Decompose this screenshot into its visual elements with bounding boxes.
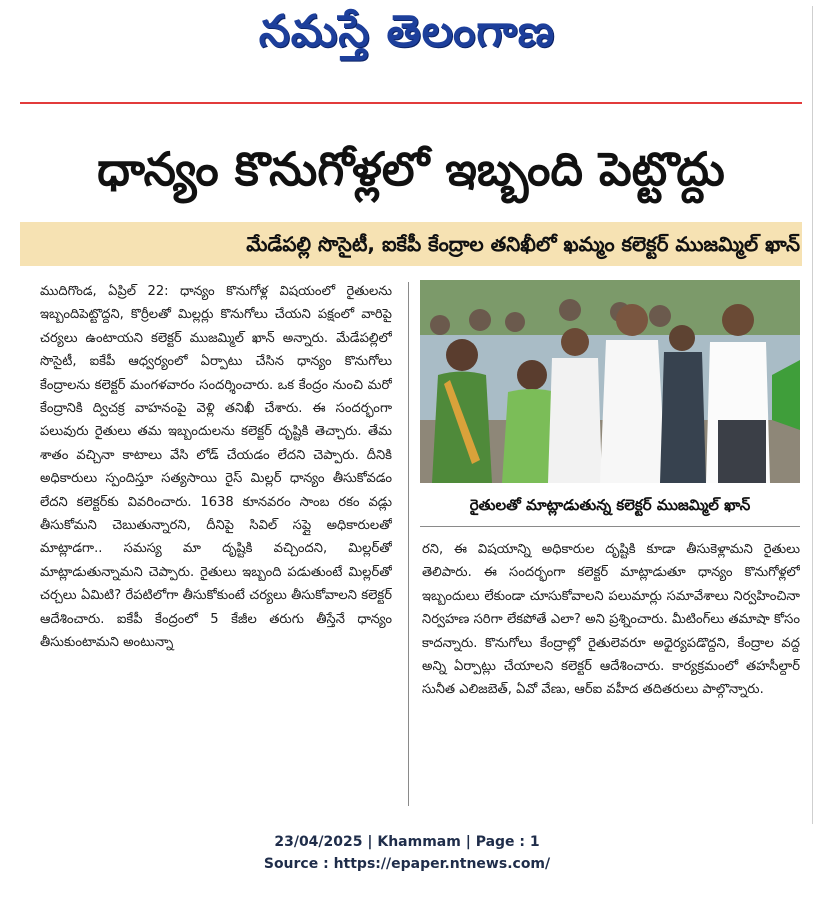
- masthead-rule: [20, 102, 802, 104]
- masthead-logo: నమస్తే తెలంగాణ: [258, 6, 556, 57]
- article-headline: ధాన్యం కొనుగోళ్లలో ఇబ్బంది పెట్టొద్దు: [97, 142, 725, 196]
- footer-dateline: 23/04/2025 | Khammam | Page : 1: [274, 834, 540, 850]
- photo-caption: రైతులతో మాట్లాడుతున్న కలెక్టర్ ముజమ్మిల్ ఖాన్: [469, 496, 751, 514]
- column-divider: [408, 282, 409, 806]
- article-subheadline: మేడేపల్లి సొసైటీ, ఐకేపీ కేంద్రాల తనిఖీలో ఖమ్మం కలెక్టర్ ముజమ్మిల్ ఖాన్: [246, 232, 800, 256]
- article-photo: [420, 280, 800, 483]
- article-body-right: రని, ఈ విషయాన్ని అధికారుల దృష్టికి కూడా తీసుకెళ్లామని రైతులు తెలిపారు. ఈ సందర్భంగా కలెక్టర్ మాట్లాడుతూ ధాన్యం కొనుగోళ్లలో ఇబ్బందులు లేకుండా చూసుకోవాలని పలుమార్లు సమావేశాలు నిర్వహించినా నిర్వహణ సరిగా లేకపోతే ఎలా? అని ప్రశ్నించారు. మీటింగ్‌లు తమాషా కోసం కాదన్నారు. కొనుగోలు కేంద్రాల్లో రైతులెవరూ అధైర్యపడొద్దని, కేంద్రాల వద్ద అన్ని ఏర్పాట్లు చేయాలని కలెక్టర్ ఆదేశించారు. కార్యక్రమంలో తహసీల్దార్ సునీత ఎలిజబెత్, ఏవో వేణు, ఆర్ఐ వహీద తదితరులు పాల్గొన్నారు.: [422, 542, 800, 698]
- caption-rule: [420, 526, 800, 527]
- article-body-left: ముదిగొండ, ఏప్రిల్ 22: ధాన్యం కొనుగోళ్ల విషయంలో రైతులను ఇబ్బందిపెట్టొద్దని, కొర్రీలతో మిల్లర్లు కొనుగోలు చేయని పక్షంలో వారిపై చర్యలు ఉంటాయని కలెక్టర్ ముజమ్మిల్ ఖాన్ అన్నారు. మేడేపల్లిలో సొసైటీ, ఐకేపీ ఆధ్వర్యంలో ఏర్పాటు చేసిన ధాన్యం కొనుగోలు కేంద్రాలను కలెక్టర్ మంగళవారం సందర్శించారు. ఒక కేంద్రం నుంచి మరో కేంద్రానికి ద్విచక్ర వాహనంపై వెళ్లి తనిఖీ చేశారు. ఈ సందర్భంగా పలువురు రైతులు తమ ఇబ్బందులను కలెక్టర్ దృష్టికి తెచ్చారు. తేమ శాతం వచ్చినా కాటాలు వేసి లోడ్ చేయడం లేదని చెప్పారు. దీనికి అధికారులు స్పందిస్తూ సత్యసాయి రైస్ మిల్లర్ ధాన్యం తీసుకోవడం లేదని కలెక్టర్‌కు వివరించారు. 1638 కూనవరం సాంబ రకం వడ్లు తీసుకోమని చెబుతున్నారని, దీనిపై సివిల్ సప్లై అధికారులతో మాట్లాడగా.. సమస్య మా దృష్టికి వచ్చిందని, మిల్లర్‌తో మాట్లాడుతున్నామని చెప్పారు. రైతులు ఇబ్బంది పడుతుంటే మిల్లర్‌తో చర్చలు ఏమిటి? రేపటిలోగా తీసుకోకుంటే చర్యలు తీసుకోవాలని కలెక్టర్ ఆదేశించారు. ఐకేపీ కేంద్రంలో 5 కేజీల తరుగు తీస్తేనే ధాన్యం తీసుకుంటామని అంటున్నా: [40, 284, 392, 651]
- photo-illustration: [420, 280, 800, 483]
- footer-source-link[interactable]: Source : https://epaper.ntnews.com/: [263, 856, 551, 872]
